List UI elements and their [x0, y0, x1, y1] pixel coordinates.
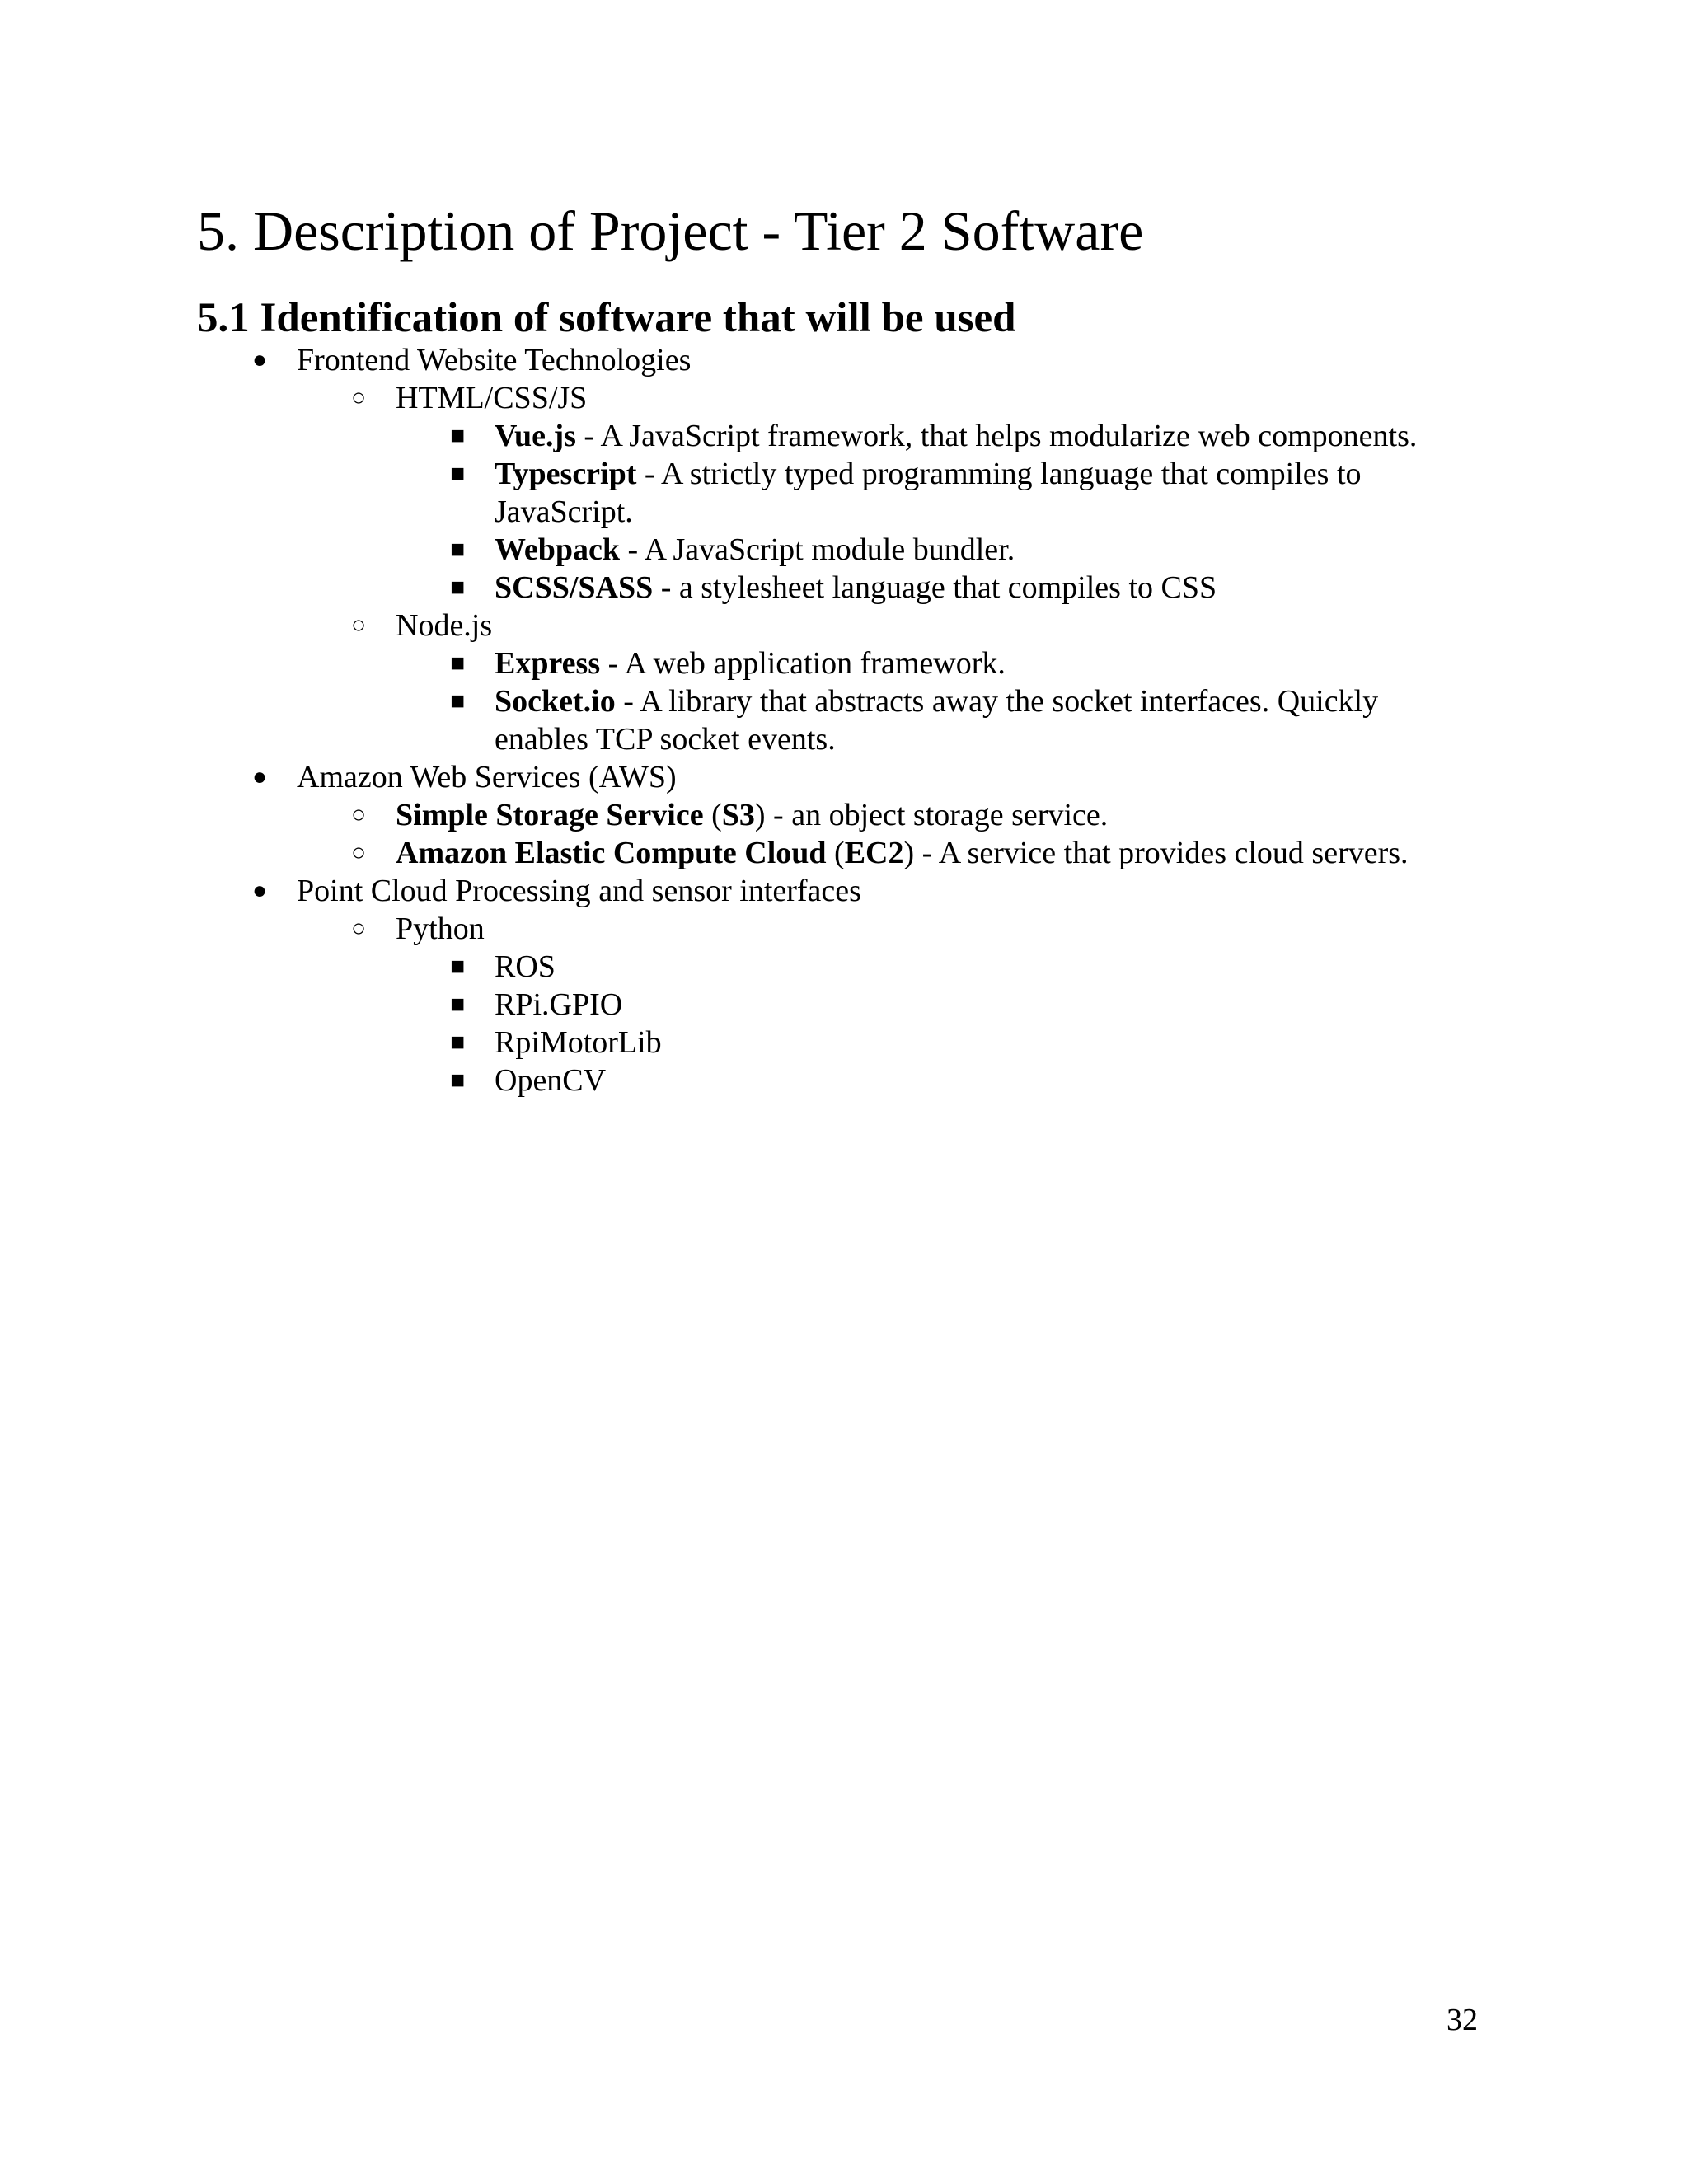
list-item-label: Node.js: [396, 608, 493, 643]
description: - A JavaScript framework, that helps modularize web components.: [575, 419, 1418, 453]
disc-bullet-icon: ●: [251, 346, 268, 373]
list-item-text: [396, 796, 1108, 834]
square-bullet-icon: ■: [449, 1029, 466, 1056]
list-item-text: [396, 834, 1409, 872]
list-item-text: [495, 682, 1378, 720]
circle-bullet-icon: ○: [350, 384, 367, 411]
list-item-s3: [0, 796, 1688, 834]
term: Socket.io: [495, 684, 616, 719]
term: Express: [495, 646, 601, 681]
list-item-label: OpenCV: [495, 1063, 607, 1098]
list-item-typescript-continued: [0, 493, 1688, 531]
paren-open: (: [826, 836, 845, 870]
square-bullet-icon: ■: [449, 649, 466, 677]
description: - A strictly typed programming language that compiles to: [636, 457, 1362, 491]
list-item-webpack: [0, 531, 1688, 569]
list-item-text: [495, 455, 1362, 493]
description: - A JavaScript module bundler.: [620, 532, 1015, 567]
list-item-ec2: [0, 834, 1688, 872]
list-item-text: [495, 417, 1417, 455]
list-item-nodejs: [0, 607, 1688, 644]
description: - a stylesheet language that compiles to CSS: [653, 570, 1217, 605]
term: Webpack: [495, 532, 621, 567]
list-item-label: ROS: [495, 949, 556, 984]
term: Vue.js: [495, 419, 576, 453]
circle-bullet-icon: ○: [350, 839, 367, 866]
list-item-rpimotorlib: [0, 1024, 1688, 1062]
list-item-scss: [0, 569, 1688, 607]
circle-bullet-icon: ○: [350, 612, 367, 639]
list-item-socketio: [0, 682, 1688, 720]
paren-open: (: [703, 798, 722, 832]
page-number: 32: [1447, 2003, 1478, 2037]
description-continued: JavaScript.: [495, 494, 633, 529]
term: Simple Storage Service: [396, 798, 704, 832]
list-item-text: [495, 569, 1217, 607]
square-bullet-icon: ■: [449, 422, 466, 449]
list-item-label: Frontend Website Technologies: [297, 343, 692, 377]
list-item-label: RpiMotorLib: [495, 1025, 662, 1060]
square-bullet-icon: ■: [449, 991, 466, 1018]
list-item-frontend: [0, 341, 1688, 379]
list-item-label: HTML/CSS/JS: [396, 381, 588, 415]
square-bullet-icon: ■: [449, 1066, 466, 1094]
disc-bullet-icon: ●: [251, 763, 268, 790]
list-item-label: RPi.GPIO: [495, 987, 623, 1022]
list-item-rpi-gpio: [0, 986, 1688, 1024]
description: ) - A service that provides cloud servers.: [903, 836, 1409, 870]
disc-bullet-icon: ●: [251, 877, 268, 904]
square-bullet-icon: ■: [449, 460, 466, 487]
list-item-express: [0, 644, 1688, 682]
list-item-text: [495, 644, 1006, 682]
list-item-typescript: [0, 455, 1688, 493]
software-outline: [0, 341, 1688, 1099]
subsection-heading: 5.1 Identification of software that will be used: [197, 295, 1016, 341]
list-item-label: Amazon Web Services (AWS): [297, 760, 677, 794]
list-item-label: Point Cloud Processing and sensor interfaces: [297, 874, 861, 908]
square-bullet-icon: ■: [449, 536, 466, 563]
circle-bullet-icon: ○: [350, 915, 367, 942]
description: ) - an object storage service.: [754, 798, 1109, 832]
description: - A library that abstracts away the socket interfaces. Quickly: [615, 684, 1379, 719]
list-item-aws: [0, 758, 1688, 796]
abbreviation: EC2: [844, 836, 904, 870]
square-bullet-icon: ■: [449, 687, 466, 715]
list-item-python: [0, 910, 1688, 948]
description-continued: enables TCP socket events.: [495, 722, 836, 757]
square-bullet-icon: ■: [449, 574, 466, 601]
list-item-html-css-js: [0, 379, 1688, 417]
square-bullet-icon: ■: [449, 953, 466, 980]
list-item-point-cloud: [0, 872, 1688, 910]
abbreviation: S3: [721, 798, 755, 832]
list-item-label: Python: [396, 912, 485, 946]
list-item-socketio-continued: [0, 720, 1688, 758]
description: - A web application framework.: [600, 646, 1006, 681]
list-item-ros: [0, 948, 1688, 986]
list-item-opencv: [0, 1062, 1688, 1099]
list-item-text: [495, 531, 1015, 569]
list-item-vue: [0, 417, 1688, 455]
term: Typescript: [495, 457, 637, 491]
term: SCSS/SASS: [495, 570, 654, 605]
section-heading: 5. Description of Project - Tier 2 Software: [197, 199, 1144, 262]
circle-bullet-icon: ○: [350, 801, 367, 828]
term: Amazon Elastic Compute Cloud: [396, 836, 827, 870]
